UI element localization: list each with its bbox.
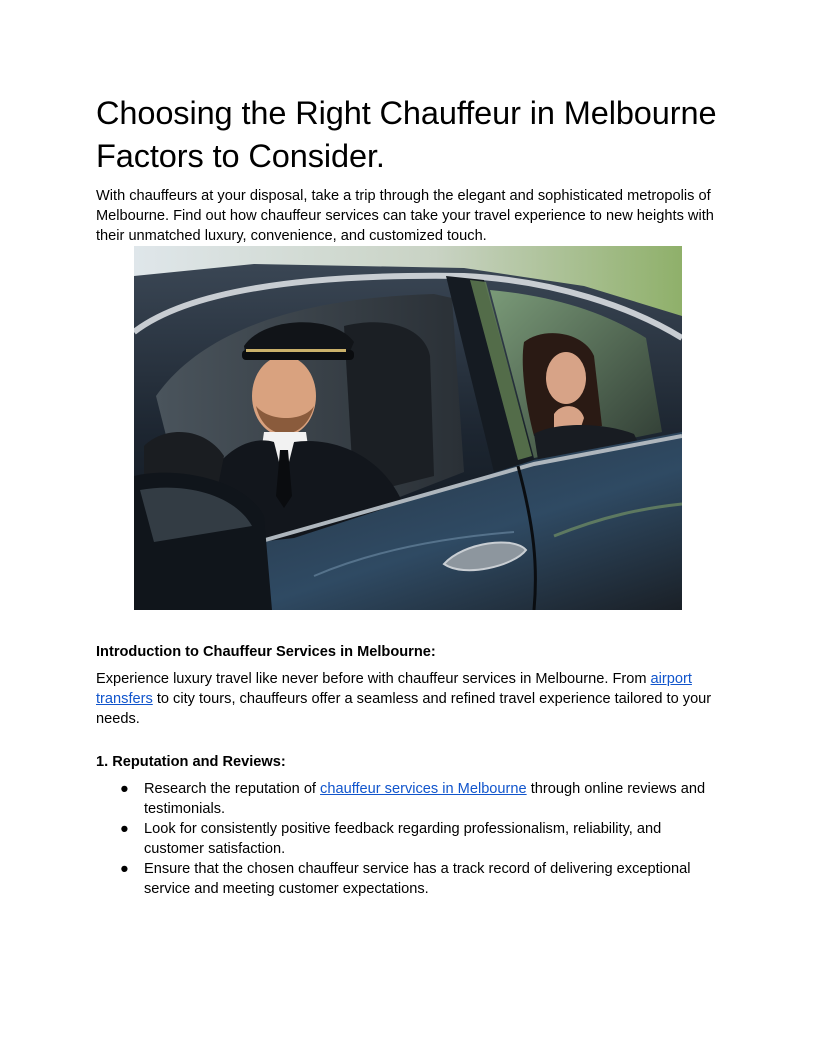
intro-text-before: Experience luxury travel like never before with chauffeur services in Melbourne. From: [96, 671, 651, 687]
hero-image: [134, 246, 682, 610]
chauffeur-car-photo-icon: [134, 246, 682, 610]
bullet-icon: ●: [120, 821, 129, 837]
item-text: Ensure that the chosen chauffeur service has a track record of delivering exceptional service and meeting customer expectations.: [144, 861, 691, 897]
reputation-heading: 1. Reputation and Reviews:: [96, 754, 286, 770]
chauffeur-services-link[interactable]: chauffeur services in Melbourne: [320, 781, 527, 797]
intro-section-heading: Introduction to Chauffeur Services in Melbourne:: [96, 644, 436, 660]
page-title: Choosing the Right Chauffeur in Melbourne Factors to Consider.: [96, 95, 717, 174]
intro-section: [96, 642, 724, 729]
bullet-icon: ●: [120, 861, 129, 877]
reputation-section: [96, 752, 724, 899]
bullet-icon: ●: [120, 781, 129, 797]
item-text-before: Research the reputation of: [144, 781, 321, 797]
item-text-after: through online reviews and testimonials.: [144, 781, 706, 817]
airport-transfers-link[interactable]: airport transfers: [96, 671, 692, 707]
intro-text-after: to city tours, chauffeurs offer a seamless and refined travel experience tailored to your needs.: [96, 691, 712, 727]
list-item: [96, 779, 724, 819]
intro-paragraph: With chauffeurs at your disposal, take a trip through the elegant and sophisticated metropolis of Melbourne. Find out how chauffeur services can take your travel experience to new heights with their unmatched luxury, convenience, and customized touch.: [96, 188, 714, 244]
reputation-list: [96, 779, 724, 899]
list-item: [96, 819, 724, 859]
item-text: Look for consistently positive feedback regarding professionalism, reliability, and customer satisfaction.: [144, 821, 662, 857]
document-page: [96, 92, 724, 246]
intro-section-paragraph: [96, 669, 724, 729]
list-item: [96, 859, 724, 899]
